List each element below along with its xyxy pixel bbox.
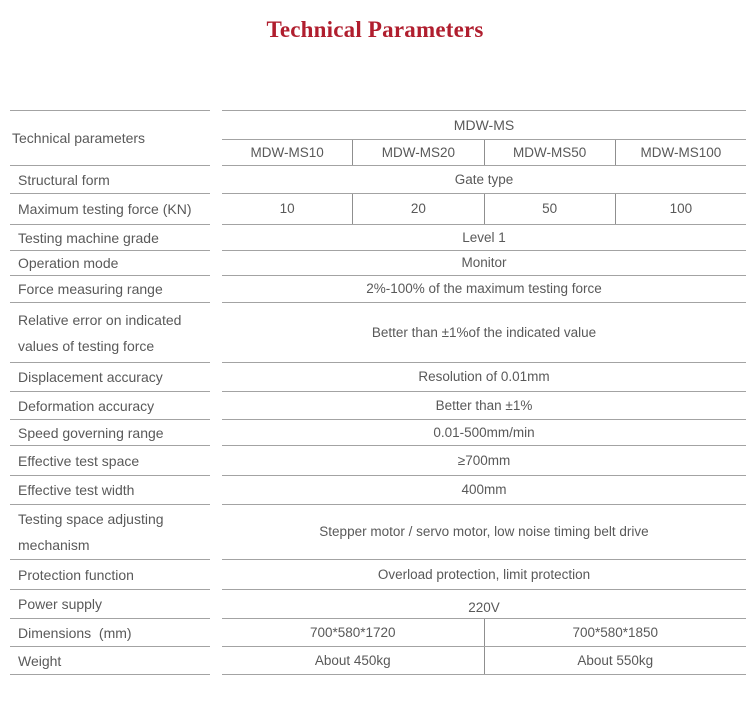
param-label-force-measuring-range: Force measuring range — [10, 276, 210, 303]
param-column-header: Technical parameters — [10, 111, 210, 166]
value-effective-test-space: ≥700mm — [222, 446, 746, 476]
model-name: MDW-MS100 — [615, 140, 746, 165]
value-cell: 100 — [615, 194, 746, 224]
value-weight — [222, 647, 746, 675]
value-columns — [222, 110, 746, 675]
param-label-weight: Weight — [10, 647, 210, 675]
series-name: MDW-MS — [222, 111, 746, 140]
page-title: Technical Parameters — [266, 17, 484, 42]
model-name: MDW-MS10 — [250, 145, 324, 160]
value-structural-form: Gate type — [222, 166, 746, 194]
model-name: MDW-MS50 — [484, 140, 615, 165]
value-force-measuring-range: 2%-100% of the maximum testing force — [222, 276, 746, 303]
param-label-space-adjusting-mechanism: Testing space adjusting mechanism — [10, 505, 210, 560]
model-name-row — [222, 140, 746, 165]
value-cell: 700*580*1850 — [484, 619, 747, 646]
param-label-machine-grade: Testing machine grade — [10, 225, 210, 251]
value-protection-function: Overload protection, limit protection — [222, 560, 746, 590]
model-header — [222, 111, 746, 166]
value-cell: About 550kg — [484, 647, 747, 674]
value-cell: About 450kg — [314, 652, 391, 668]
param-label-dimensions: Dimensions (mm) — [10, 619, 210, 647]
param-label-effective-test-space: Effective test space — [10, 446, 210, 476]
param-label-speed-governing-range: Speed governing range — [10, 420, 210, 446]
value-cell: 10 — [279, 201, 295, 216]
value-max-testing-force — [222, 194, 746, 225]
value-displacement-accuracy: Resolution of 0.01mm — [222, 363, 746, 392]
param-label-structural-form: Structural form — [10, 166, 210, 194]
value-deformation-accuracy: Better than ±1% — [222, 392, 746, 420]
value-power-supply: 220V — [222, 590, 746, 619]
value-relative-error: Better than ±1%of the indicated value — [222, 303, 746, 363]
value-cell: 20 — [352, 194, 483, 224]
param-label-relative-error: Relative error on indicated values of testing force — [10, 303, 210, 363]
param-label-deformation-accuracy: Deformation accuracy — [10, 392, 210, 420]
value-cell: 700*580*1720 — [309, 624, 396, 640]
value-machine-grade: Level 1 — [222, 225, 746, 251]
model-name: MDW-MS20 — [352, 140, 483, 165]
param-label-effective-test-width: Effective test width — [10, 476, 210, 505]
value-effective-test-width: 400mm — [222, 476, 746, 505]
param-label-displacement-accuracy: Displacement accuracy — [10, 363, 210, 392]
param-label-protection-function: Protection function — [10, 560, 210, 590]
spec-page — [0, 17, 750, 709]
value-operation-mode: Monitor — [222, 251, 746, 276]
value-cell: 50 — [484, 194, 615, 224]
value-dimensions — [222, 619, 746, 647]
parameter-column — [10, 110, 210, 675]
param-label-max-testing-force: Maximum testing force (KN) — [10, 194, 210, 225]
param-label-power-supply: Power supply — [10, 590, 210, 619]
spec-table — [10, 110, 746, 675]
value-space-adjusting-mechanism: Stepper motor / servo motor, low noise timing belt drive — [222, 505, 746, 560]
value-speed-governing-range: 0.01-500mm/min — [222, 420, 746, 446]
param-label-operation-mode: Operation mode — [10, 251, 210, 276]
